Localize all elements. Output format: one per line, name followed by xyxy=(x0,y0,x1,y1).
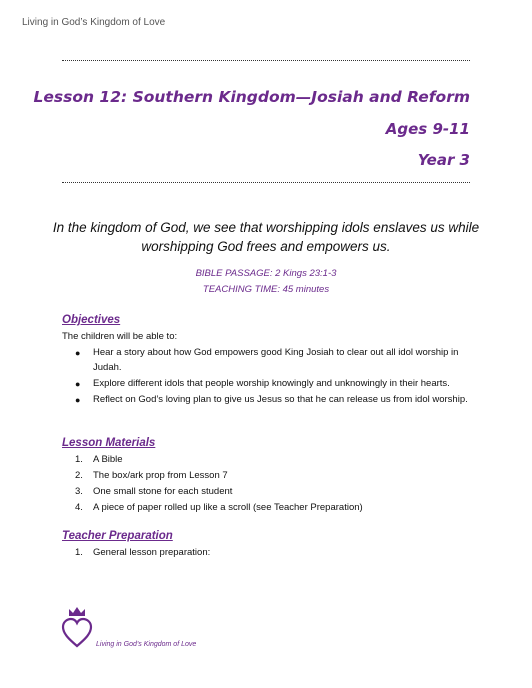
theme-line-1: In the kingdom of God, we see that worshipping idols enslaves us while xyxy=(52,220,480,235)
objectives-list xyxy=(62,346,472,409)
preparation-heading: Teacher Preparation xyxy=(62,530,173,542)
list-item: 1. General lesson preparation: xyxy=(75,547,211,558)
objectives-heading: Objectives xyxy=(62,314,121,326)
list-item: 4. A piece of paper rolled up like a scroll (see Teacher Preparation) xyxy=(75,502,363,513)
materials-list xyxy=(62,453,472,517)
year-label: Year 3 xyxy=(417,151,470,169)
list-item: ● Hear a story about how God empowers good King Josiah to clear out all idol worship in Judah. xyxy=(75,347,459,373)
bible-passage: BIBLE PASSAGE: 2 Kings 23:1-3 xyxy=(195,268,337,279)
title-divider xyxy=(62,182,470,183)
crown-heart-logo-icon xyxy=(60,605,94,649)
bullet-icon: ● xyxy=(75,378,81,389)
objectives-intro: The children will be able to: xyxy=(62,331,178,342)
list-item: 3. One small stone for each student xyxy=(75,486,233,497)
lesson-title: Lesson 12: Southern Kingdom—Josiah and Reform xyxy=(33,88,470,106)
list-item: ● Reflect on God’s loving plan to give us Jesus so that he can release us from idol worship. xyxy=(62,393,472,408)
list-item: 2. The box/ark prop from Lesson 7 xyxy=(75,470,228,481)
bullet-icon: ● xyxy=(75,394,81,405)
running-header: Living in God’s Kingdom of Love xyxy=(22,17,166,28)
bullet-icon: ● xyxy=(75,348,81,358)
theme-statement xyxy=(40,218,492,256)
preparation-list xyxy=(62,546,472,562)
list-item: ● Explore different idols that people worship knowingly and unknowingly in their hearts. xyxy=(62,377,472,392)
materials-heading: Lesson Materials xyxy=(62,437,156,449)
list-item: 1. A Bible xyxy=(75,454,123,465)
top-divider xyxy=(62,60,470,61)
footer-text: Living in God’s Kingdom of Love xyxy=(96,641,197,648)
teaching-time: TEACHING TIME: 45 minutes xyxy=(202,284,330,295)
age-range: Ages 9-11 xyxy=(385,120,470,138)
theme-line-2: worshipping God frees and empowers us. xyxy=(141,239,391,254)
